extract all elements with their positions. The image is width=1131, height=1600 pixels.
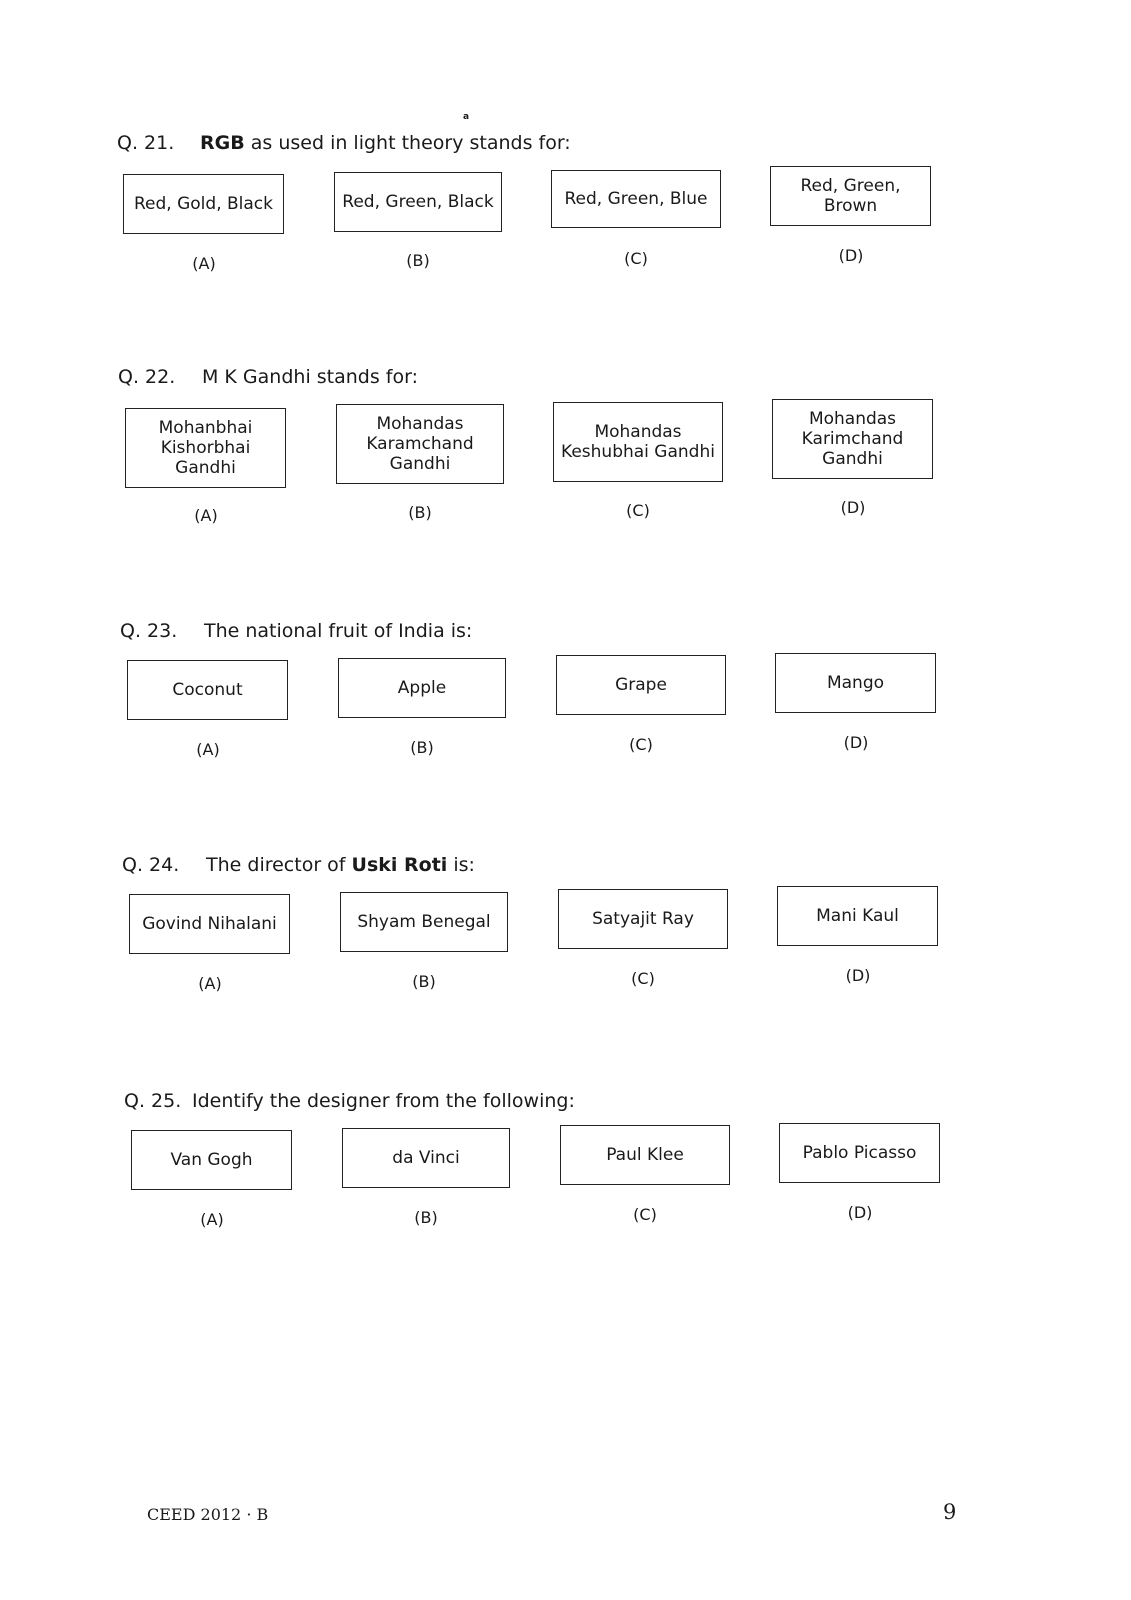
question-text-bold: Uski Roti [351, 854, 448, 876]
question-22 [0, 366, 1131, 536]
option-a-box[interactable]: Govind Nihalani [129, 894, 290, 954]
question-23 [0, 620, 1131, 790]
option-c-box[interactable]: Paul Klee [560, 1125, 730, 1185]
option-c-box[interactable]: Mohandas Keshubhai Gandhi [553, 402, 723, 482]
option-d-box[interactable]: Red, Green, Brown [770, 166, 931, 226]
option-b-letter: (B) [406, 251, 430, 270]
option-a-box[interactable]: Van Gogh [131, 1130, 292, 1190]
option-c-letter: (C) [624, 249, 648, 268]
option-a-box[interactable]: Red, Gold, Black [123, 174, 284, 234]
option-d-box[interactable]: Mohandas Karimchand Gandhi [772, 399, 933, 479]
question-number: Q. 24. [122, 854, 180, 876]
option-a-box[interactable]: Coconut [127, 660, 288, 720]
option-d-letter: (D) [845, 966, 871, 985]
option-b-box[interactable]: Shyam Benegal [340, 892, 508, 952]
option-b-letter: (B) [412, 972, 436, 991]
question-number: Q. 21. [117, 132, 175, 154]
question-number: Q. 25. [124, 1090, 182, 1112]
option-a-letter: (A) [200, 1210, 224, 1229]
option-d-box[interactable]: Mango [775, 653, 936, 713]
question-24 [0, 854, 1131, 1024]
option-c-letter: (C) [633, 1205, 657, 1224]
question-text [206, 854, 475, 876]
question-text-lead: The director of [206, 854, 352, 876]
question-text-bold: RGB [200, 132, 245, 154]
option-a-box[interactable]: Mohanbhai Kishorbhai Gandhi [125, 408, 286, 488]
option-c-box[interactable]: Satyajit Ray [558, 889, 728, 949]
page-number: 9 [943, 1500, 957, 1524]
question-number: Q. 22. [118, 366, 176, 388]
question-text-rest: as used in light theory stands for: [244, 132, 571, 154]
option-d-letter: (D) [840, 498, 866, 517]
option-a-letter: (A) [198, 974, 222, 993]
option-b-box[interactable]: Red, Green, Black [334, 172, 502, 232]
option-d-box[interactable]: Mani Kaul [777, 886, 938, 946]
option-d-box[interactable]: Pablo Picasso [779, 1123, 940, 1183]
option-c-letter: (C) [626, 501, 650, 520]
question-25 [0, 1090, 1131, 1260]
option-d-letter: (D) [843, 733, 869, 752]
scan-speck: a [463, 112, 470, 122]
option-c-box[interactable]: Grape [556, 655, 726, 715]
option-b-box[interactable]: Apple [338, 658, 506, 718]
question-number: Q. 23. [120, 620, 178, 642]
option-d-letter: (D) [838, 246, 864, 265]
question-text-rest: is: [447, 854, 475, 876]
option-c-box[interactable]: Red, Green, Blue [551, 170, 721, 228]
exam-code: CEED 2012 · B [147, 1505, 269, 1524]
option-c-letter: (C) [631, 969, 655, 988]
question-text: M K Gandhi stands for: [202, 366, 418, 388]
question-21 [0, 132, 1131, 302]
option-b-letter: (B) [414, 1208, 438, 1227]
option-b-letter: (B) [410, 738, 434, 757]
option-a-letter: (A) [196, 740, 220, 759]
option-a-letter: (A) [194, 506, 218, 525]
option-b-box[interactable]: da Vinci [342, 1128, 510, 1188]
option-c-letter: (C) [629, 735, 653, 754]
option-b-box[interactable]: Mohandas Karamchand Gandhi [336, 404, 504, 484]
option-a-letter: (A) [192, 254, 216, 273]
question-text: Identify the designer from the following: [192, 1090, 575, 1112]
option-d-letter: (D) [847, 1203, 873, 1222]
question-text [200, 132, 571, 154]
question-text: The national fruit of India is: [204, 620, 473, 642]
option-b-letter: (B) [408, 503, 432, 522]
